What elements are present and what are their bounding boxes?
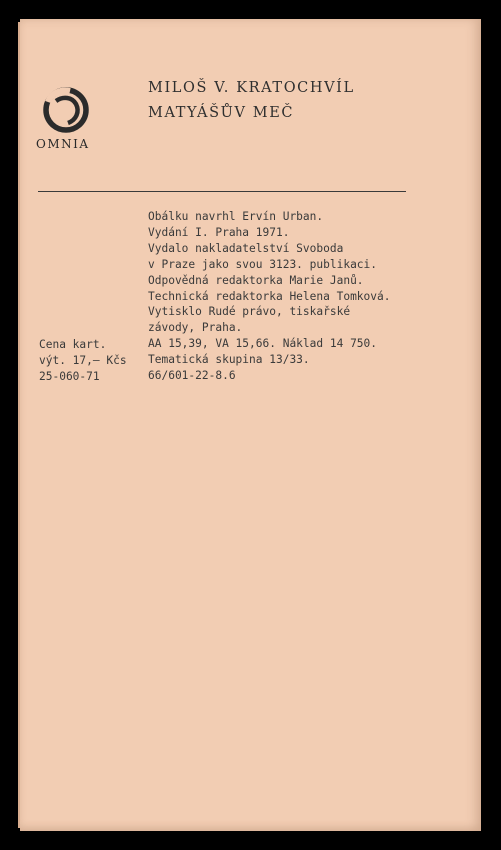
price-label: Cena kart. [39,338,107,351]
price-value: výt. 17,— Kčs [39,353,127,367]
book-title: MATYÁŠŮV MEČ [148,105,295,121]
divider-line [38,191,406,192]
book-page [20,19,481,831]
imprint-line-publication: v Praze jako svou 3123. publikaci. [148,257,378,271]
imprint-line-code: 66/601-22-8.6 [148,369,236,383]
imprint-block [148,209,390,384]
publisher-logo-text: OMNIA [36,137,90,151]
imprint-line-edition: Vydání I. Praha 1971. [148,225,290,239]
imprint-line-editor: Odpovědná redaktorka Marie Janů. [148,273,364,287]
imprint-line-technical-editor: Technická redaktorka Helena Tomková. [148,289,391,303]
imprint-line-printer: Vytisklo Rudé právo, tiskařské [148,305,351,319]
price-block [39,337,127,385]
imprint-line-cover: Obálku navrhl Ervín Urban. [148,210,324,223]
imprint-line-printer-location: závody, Praha. [148,321,243,335]
omnia-ring-logo-icon [39,83,93,137]
imprint-line-publisher: Vydalo nakladatelství Svoboda [148,241,344,255]
book-author: MILOŠ V. KRATOCHVÍL [148,80,355,96]
imprint-line-thematic-group: Tematická skupina 13/33. [148,353,310,367]
price-code: 25-060-71 [39,369,100,383]
imprint-line-print-run: AA 15,39, VA 15,66. Náklad 14 750. [148,337,378,351]
